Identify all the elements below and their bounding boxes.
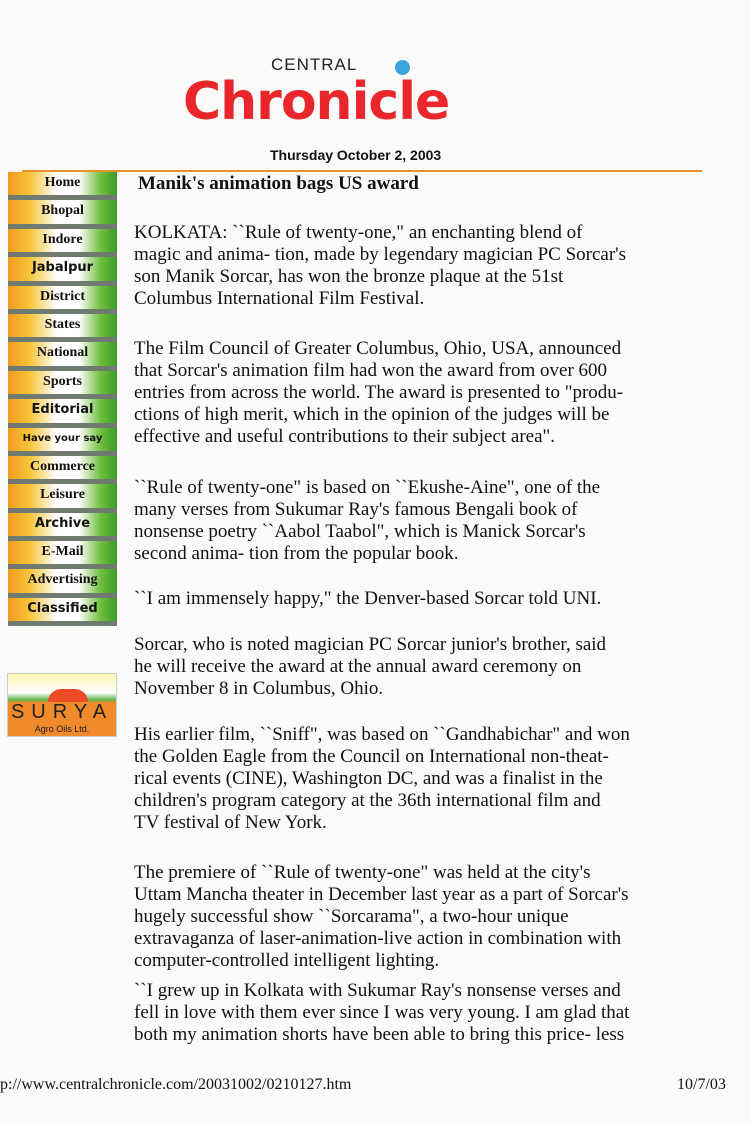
paragraph-line: magic and anima- tion, made by legendary magician PC Sorcar's bbox=[134, 244, 626, 265]
paragraph-line: The premiere of ``Rule of twenty-one" was held at the city's bbox=[134, 862, 591, 883]
paragraph-line: Columbus International Film Festival. bbox=[134, 288, 425, 309]
sidebar-nav bbox=[8, 172, 117, 626]
article-paragraph bbox=[134, 980, 629, 1046]
logo bbox=[183, 56, 513, 132]
paragraph-line: fell in love with them ever since I was very young. I am glad that bbox=[134, 1002, 630, 1023]
nav-item-advertising[interactable]: Advertising bbox=[8, 569, 117, 597]
logo-small-text: CENTRAL bbox=[271, 55, 358, 74]
paragraph-line: that Sorcar's animation film had won the award from over 600 bbox=[134, 360, 608, 381]
paragraph-line: The Film Council of Greater Columbus, Ohio, USA, announced bbox=[134, 338, 622, 359]
nav-item-national[interactable]: National bbox=[8, 342, 117, 370]
footer-url: p://www.centralchronicle.com/20031002/0210127.htm bbox=[0, 1076, 352, 1093]
article-paragraph bbox=[134, 588, 601, 610]
article-headline: Manik's animation bags US award bbox=[138, 173, 419, 194]
paragraph-line: nonsense poetry ``Aabol Taabol", which is Manick Sorcar's bbox=[134, 521, 586, 542]
page-date: Thursday October 2, 2003 bbox=[270, 147, 442, 163]
paragraph-line: Uttam Mancha theater in December last year as a part of Sorcar's bbox=[134, 884, 629, 905]
paragraph-line: he will receive the award at the annual award ceremony on bbox=[134, 656, 582, 677]
paragraph-line: effective and useful contributions to their subject area". bbox=[134, 426, 556, 447]
nav-item-jabalpur[interactable]: Jabalpur bbox=[8, 257, 117, 285]
paragraph-line: TV festival of New York. bbox=[134, 812, 327, 833]
paragraph-line: many verses from Sukumar Ray's famous Bengali book of bbox=[134, 499, 578, 520]
surya-ad-banner[interactable] bbox=[7, 673, 117, 737]
nav-item-have-your-say[interactable]: Have your say bbox=[8, 428, 117, 456]
article-paragraph bbox=[134, 338, 623, 448]
nav-item-archive[interactable]: Archive bbox=[8, 513, 117, 541]
paragraph-line: hugely successful show ``Sorcarama", a two-hour unique bbox=[134, 906, 569, 927]
logo-word: Chronicle bbox=[183, 72, 450, 132]
nav-item-classified[interactable]: Classified bbox=[8, 598, 117, 626]
nav-item-states[interactable]: States bbox=[8, 314, 117, 342]
paragraph-line: rical events (CINE), Washington DC, and was a finalist in the bbox=[134, 768, 603, 789]
article-paragraph bbox=[134, 477, 600, 565]
paragraph-line: entries from across the world. The award is presented to "produ- bbox=[134, 382, 624, 403]
nav-item-bhopal[interactable]: Bhopal bbox=[8, 200, 117, 228]
paragraph-line: Sorcar, who is noted magician PC Sorcar junior's brother, said bbox=[134, 634, 607, 655]
nav-item-leisure[interactable]: Leisure bbox=[8, 484, 117, 512]
nav-item-e-mail[interactable]: E-Mail bbox=[8, 541, 117, 569]
nav-item-district[interactable]: District bbox=[8, 286, 117, 314]
paragraph-line: ``Rule of twenty-one" is based on ``Ekushe-Aine", one of the bbox=[134, 477, 601, 498]
paragraph-line: son Manik Sorcar, has won the bronze plaque at the 51st bbox=[134, 266, 564, 287]
nav-item-indore[interactable]: Indore bbox=[8, 229, 117, 257]
paragraph-line: the Golden Eagle from the Council on International non-theat- bbox=[134, 746, 609, 767]
paragraph-line: ``I am immensely happy," the Denver-based Sorcar told UNI. bbox=[134, 588, 602, 609]
article-paragraph bbox=[134, 222, 626, 310]
article-paragraph bbox=[134, 862, 629, 972]
nav-item-home[interactable]: Home bbox=[8, 172, 117, 200]
footer-date: 10/7/03 bbox=[677, 1076, 726, 1093]
article-paragraph bbox=[134, 724, 630, 834]
article-paragraph bbox=[134, 634, 606, 700]
paragraph-line: ctions of high merit, which in the opinion of the judges will be bbox=[134, 404, 610, 425]
ad-subtitle: Agro Oils Ltd. bbox=[34, 724, 90, 734]
paragraph-line: computer-controlled intelligent lighting. bbox=[134, 950, 440, 971]
paragraph-line: extravaganza of laser-animation-live action in combination with bbox=[134, 928, 622, 949]
paragraph-line: children's program category at the 36th international film and bbox=[134, 790, 601, 811]
divider bbox=[22, 170, 702, 172]
nav-item-commerce[interactable]: Commerce bbox=[8, 456, 117, 484]
paragraph-line: November 8 in Columbus, Ohio. bbox=[134, 678, 384, 699]
paragraph-line: both my animation shorts have been able to bring this price- less bbox=[134, 1024, 625, 1045]
ad-name: SURYA bbox=[10, 701, 114, 723]
paragraph-line: second anima- tion from the popular book. bbox=[134, 543, 459, 564]
nav-item-sports[interactable]: Sports bbox=[8, 371, 117, 399]
paragraph-line: ``I grew up in Kolkata with Sukumar Ray's nonsense verses and bbox=[134, 980, 621, 1001]
nav-item-editorial[interactable]: Editorial bbox=[8, 399, 117, 427]
paragraph-line: His earlier film, ``Sniff", was based on ``Gandhabichar" and won bbox=[134, 724, 630, 745]
paragraph-line: KOLKATA: ``Rule of twenty-one," an enchanting blend of bbox=[134, 222, 583, 243]
